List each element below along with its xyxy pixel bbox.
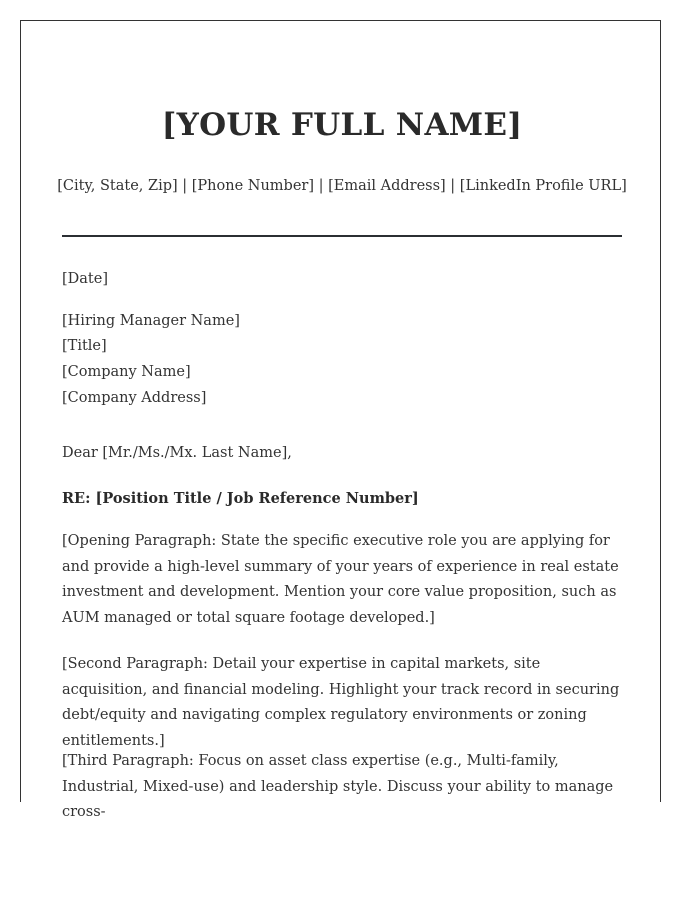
recipient-company-address: [Company Address] [62, 390, 207, 406]
opening-paragraph: [Opening Paragraph: State the specific executive role you are applying for and provide a high-level summary of your years of experience in real estate investment and development. Mention your core value proposition, such as AUM managed or total square footage developed.] [62, 533, 619, 626]
date-line: [Date] [62, 271, 108, 287]
salutation: Dear [Mr./Ms./Mx. Last Name], [62, 445, 292, 461]
letter-page [20, 20, 661, 821]
recipient-title: [Title] [62, 338, 107, 354]
header-divider [62, 235, 622, 237]
subject-line: RE: [Position Title / Job Reference Number] [62, 490, 419, 507]
full-name-heading: [YOUR FULL NAME] [161, 107, 523, 143]
second-paragraph: [Second Paragraph: Detail your expertise in capital markets, site acquisition, and financial modeling. Highlight your track record in securing debt/equity and navigating complex regulatory environments or zoning entitlements.] [62, 656, 620, 749]
recipient-manager-name: [Hiring Manager Name] [62, 313, 240, 329]
third-paragraph: [Third Paragraph: Focus on asset class expertise (e.g., Multi-family, Industrial, Mixed-use) and leadership style. Discuss your ability to manage cross- [62, 753, 614, 821]
recipient-company-name: [Company Name] [62, 364, 191, 380]
contact-info-line: [City, State, Zip] | [Phone Number] | [Email Address] | [LinkedIn Profile URL] [57, 178, 627, 194]
